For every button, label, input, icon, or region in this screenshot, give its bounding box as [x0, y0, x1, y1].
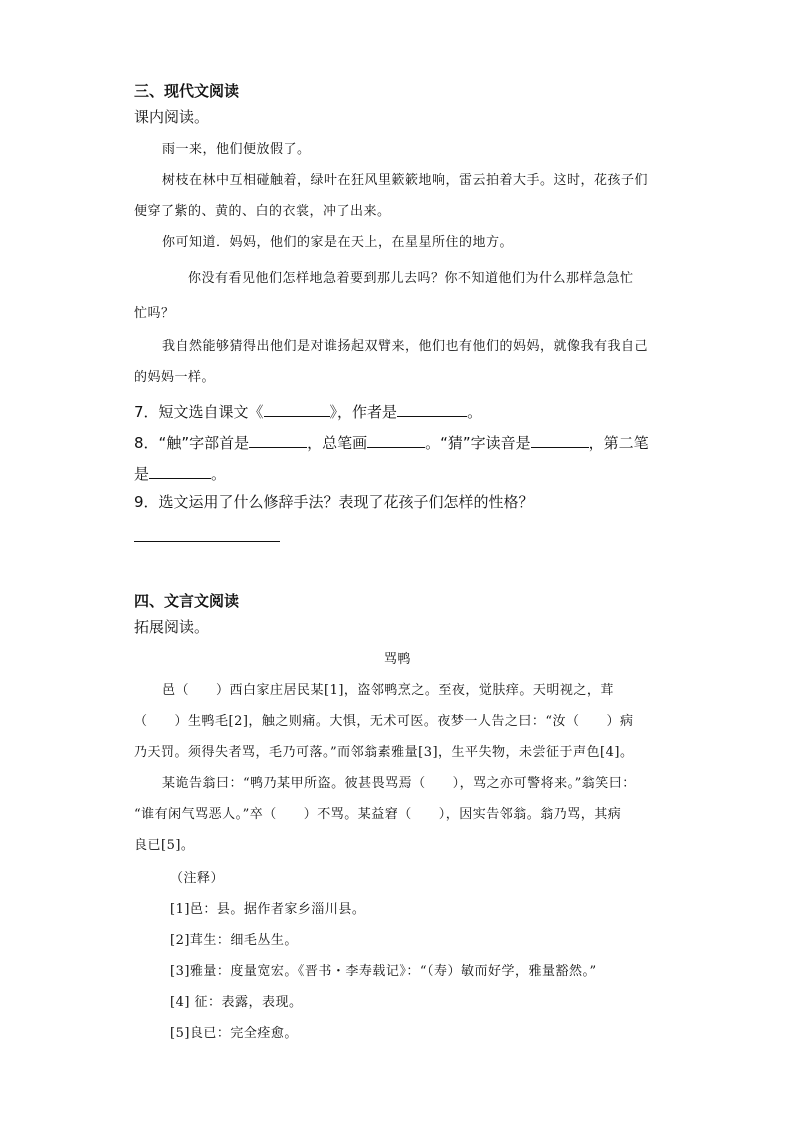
classical-line: （ ）生鸭毛[2]，触之则痛。大惧，无术可医。夜梦一人告之曰：“汝（ ）病: [134, 714, 634, 729]
classical-title: 骂鸭: [384, 652, 412, 667]
classical-line: 良已[5]。: [134, 838, 195, 853]
question-7: 7．短文选自课文《 》，作者是 。: [134, 403, 483, 421]
passage-line: 便穿了紫的、黄的、白的衣裳，冲了出来。: [134, 204, 391, 219]
passage-line: 忙吗？: [134, 306, 175, 321]
question-8: 8．“触”字部首是 ，总笔画 。“猜”字读音是 ，第二笔: [134, 434, 649, 452]
passage-line: 树枝在林中互相碰触着，绿叶在狂风里簌簌地响，雷云拍着大手。这时，花孩子们: [162, 173, 649, 188]
passage-line: 你没有看见他们怎样地急着要到那儿去吗？你不知道他们为什么那样急急忙: [188, 271, 634, 286]
question-9: 9．选文运用了什么修辞手法？表现了花孩子们怎样的性格？: [134, 493, 534, 511]
answer-line[interactable]: [134, 541, 280, 542]
note-item: [2]茸生：细毛丛生。: [170, 933, 298, 948]
passage-line: 你可知道．妈妈，他们的家是在天上，在星星所住的地方。: [162, 235, 514, 250]
answer-blank[interactable]: [367, 433, 425, 448]
classical-line: 乃天罚。须得失者骂，毛乃可落。”而邻翁素雅量[3]，生平失物，未尝征于声色[4]。: [134, 745, 634, 760]
classical-line: 某诡告翁曰：“鸭乃某甲所盗。彼甚畏骂焉（ ），骂之亦可警将来。”翁笑曰：: [162, 776, 636, 791]
question-8-cont: 是 。: [134, 465, 227, 483]
section3-intro: 课内阅读。: [134, 108, 210, 126]
answer-blank[interactable]: [249, 433, 307, 448]
section3-heading: 三、现代文阅读: [134, 82, 240, 100]
answer-blank[interactable]: [149, 464, 211, 479]
classical-line: 邑（ ）西白家庄居民某[1]，盗邻鸭烹之。至夜，觉肤痒。天明视之，茸: [162, 683, 614, 698]
note-item: [3]雅量：度量宽宏。《晋书・李寿载记》：“（寿）敏而好学，雅量豁然。”: [170, 964, 597, 979]
answer-blank[interactable]: [397, 402, 467, 417]
passage-line: 的妈妈一样。: [134, 370, 216, 385]
section4-intro: 拓展阅读。: [134, 618, 210, 636]
passage-line: 我自然能够猜得出他们是对谁扬起双臂来，他们也有他们的妈妈，就像我有我自己: [162, 339, 649, 354]
note-item: [1]邑：县。据作者家乡淄川县。: [170, 902, 366, 917]
answer-blank[interactable]: [531, 433, 589, 448]
section4-heading: 四、文言文阅读: [134, 592, 240, 610]
answer-blank[interactable]: [264, 402, 330, 417]
classical-line: “谁有闲气骂恶人。”卒（ ）不骂。某益窘（ ），因实告邻翁。翁乃骂，其病: [134, 807, 622, 822]
passage-line: 雨一来，他们便放假了。: [162, 142, 311, 157]
note-item: [5]良已：完全痊愈。: [170, 1026, 298, 1041]
note-item: [4] 征：表露，表现。: [170, 995, 303, 1010]
notes-title: （注释）: [170, 871, 225, 886]
